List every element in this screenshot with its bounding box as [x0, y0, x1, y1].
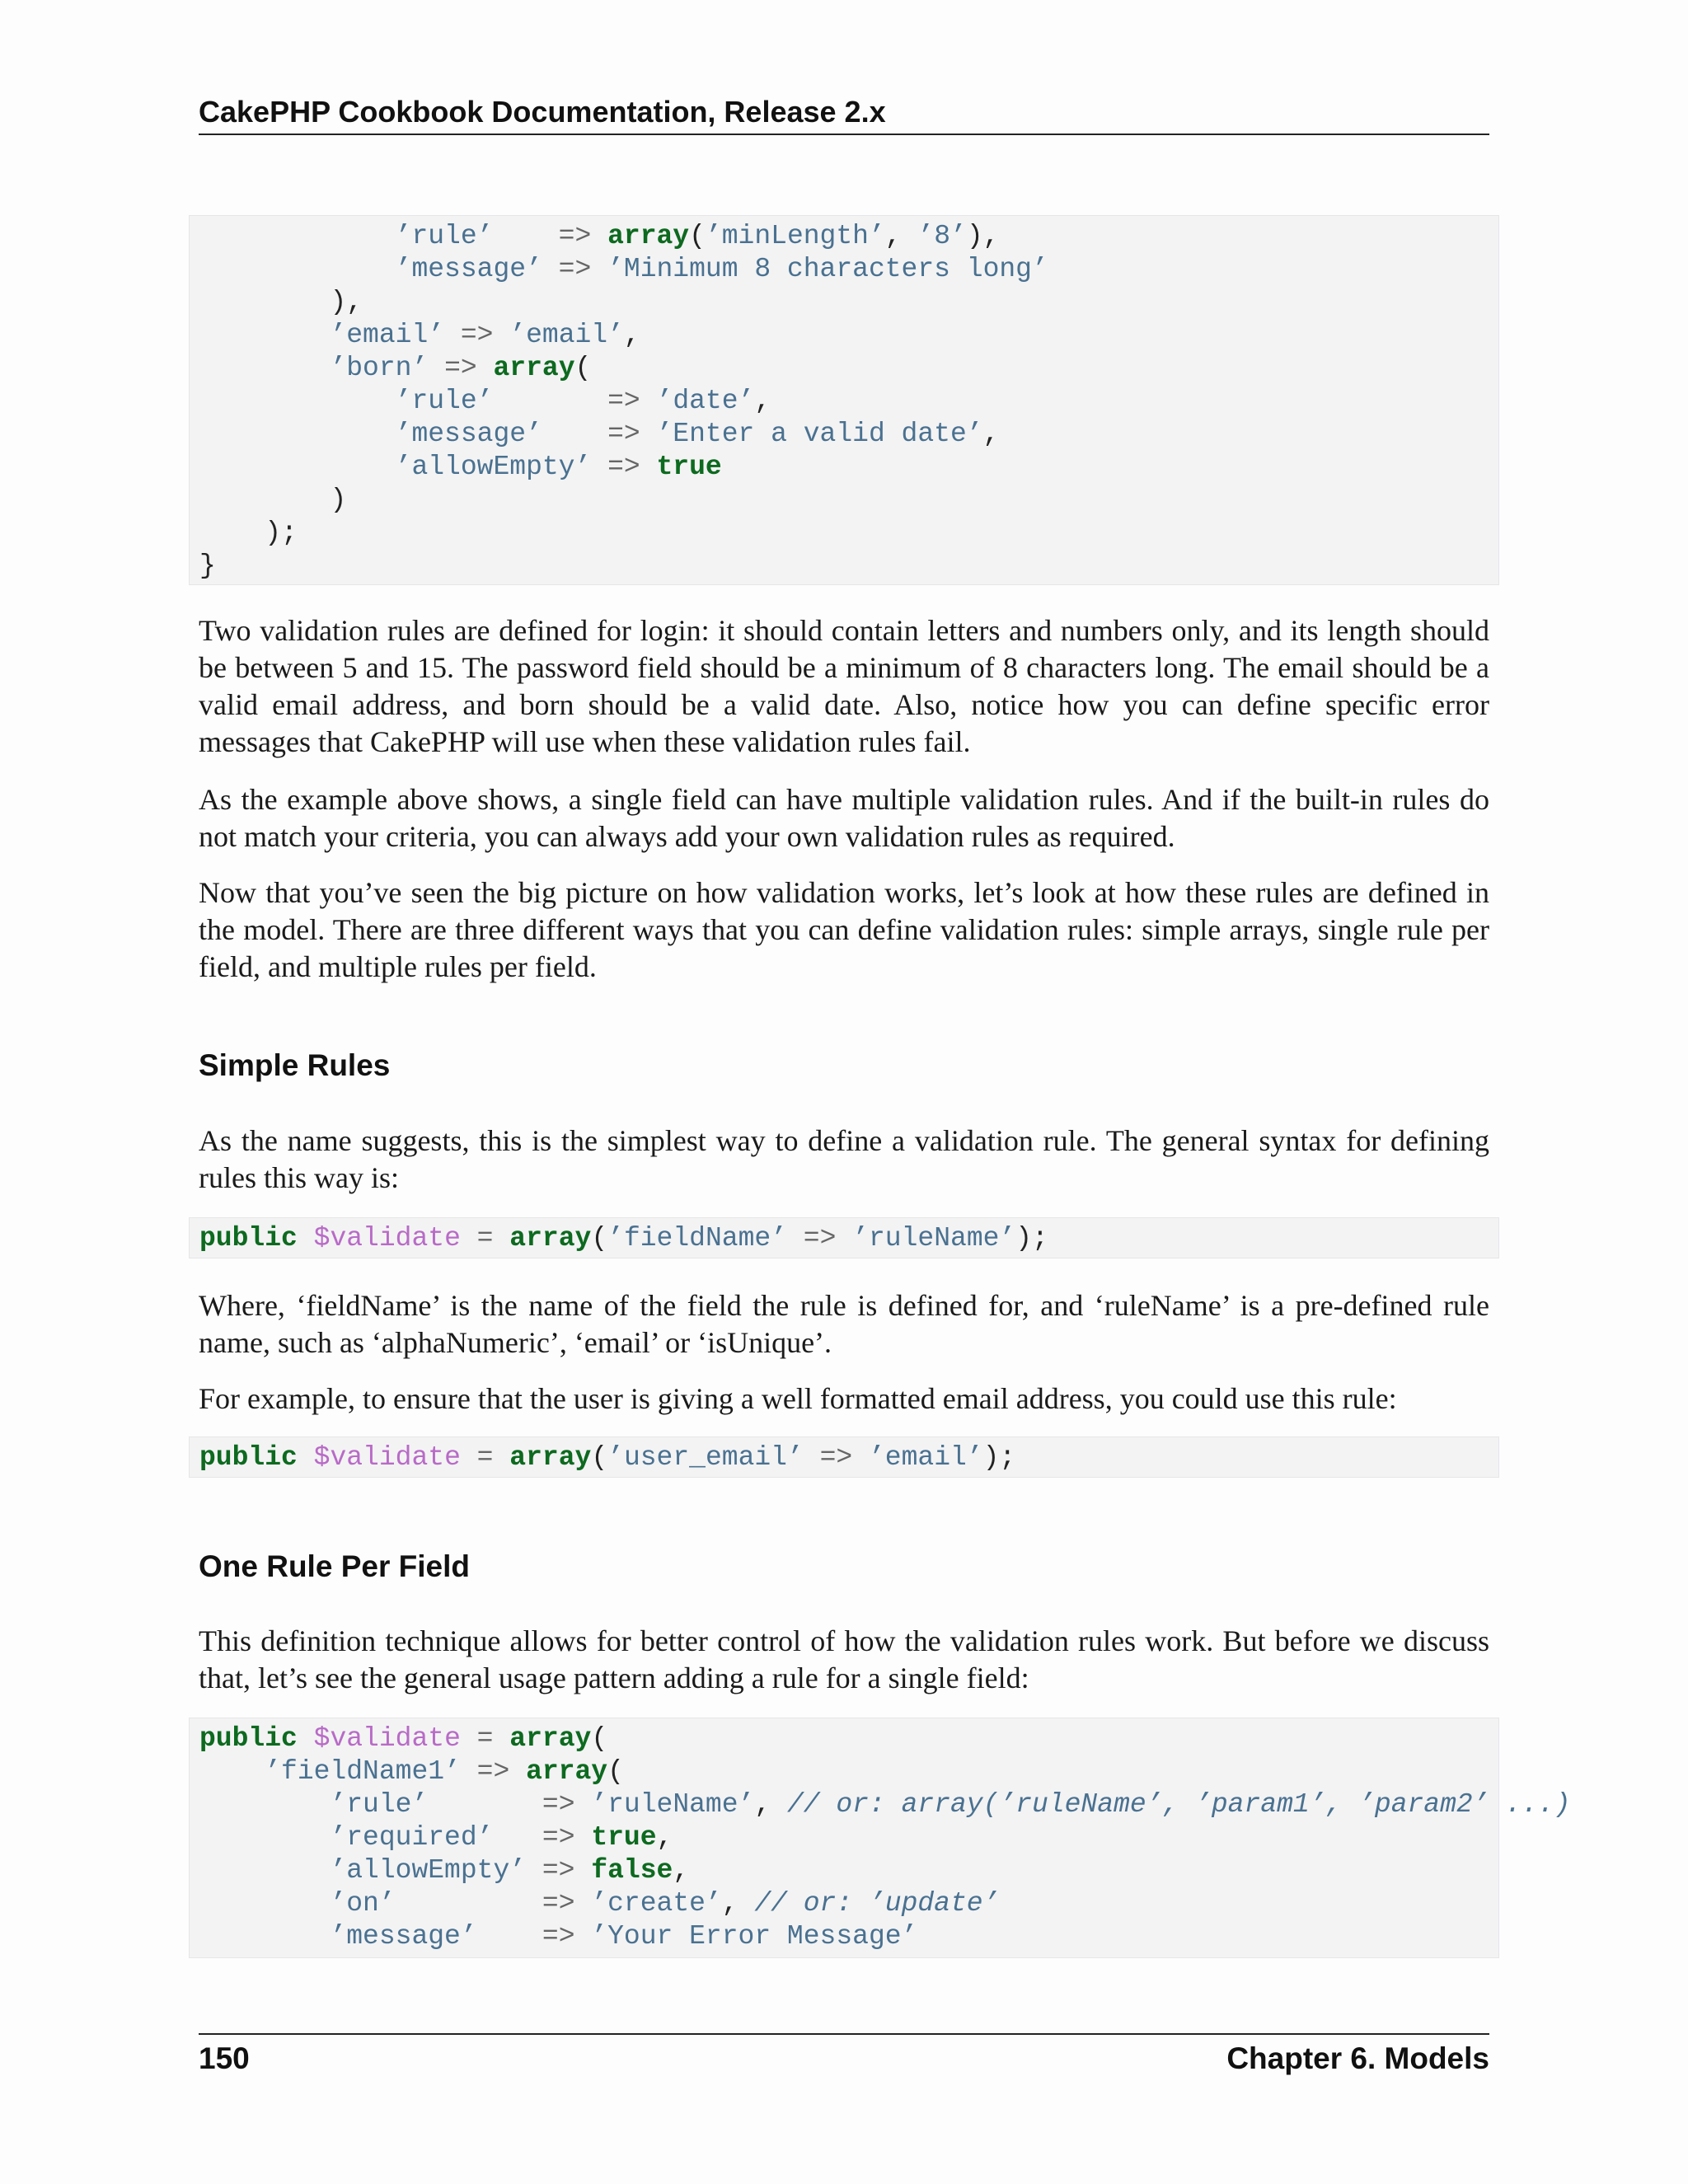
- code-token: array: [493, 353, 575, 383]
- paragraph-one-rule-intro: This definition technique allows for better control of how the validation rules work. But before we discuss that, let’s see the general usage pattern adding a rule for a single field:: [199, 1624, 1489, 1694]
- code-token: ’user_email’: [607, 1442, 804, 1473]
- code-line: [199, 1755, 1498, 1788]
- code-token: ,: [656, 1822, 673, 1853]
- code-token: array: [509, 1442, 592, 1473]
- code-token: =>: [786, 1223, 853, 1254]
- code-token: // or: ’update’: [754, 1888, 1000, 1919]
- code-token: [298, 1223, 314, 1254]
- code-token: array: [509, 1723, 592, 1754]
- code-token: =>: [444, 320, 510, 350]
- code-line: [199, 1722, 1498, 1755]
- code-line: [199, 550, 1498, 583]
- code-token: [199, 518, 265, 548]
- code-token: ,: [721, 1888, 755, 1919]
- code-token: ’8’: [917, 221, 967, 251]
- code-token: =: [460, 1442, 510, 1473]
- code-token: [298, 1723, 314, 1754]
- code-token: ’minLength’: [705, 221, 885, 251]
- code-token: ’rule’: [395, 221, 494, 251]
- code-token: ’date’: [656, 386, 755, 416]
- code-token: ’ruleName’: [591, 1789, 755, 1820]
- heading-simple-rules: Simple Rules: [199, 1048, 391, 1082]
- code-token: =>: [476, 1921, 592, 1952]
- code-line: [199, 1788, 1571, 1821]
- code-line: [199, 1920, 1498, 1953]
- paragraph-three-ways: Now that you’ve seen the big picture on how validation works, let’s look at how these rules are defined in the model. There are three different ways that you can define validation rules: simple arrays, single rule per field, and multiple rules per field.: [199, 876, 1489, 983]
- code-token: =: [460, 1723, 510, 1754]
- code-token: public: [199, 1723, 298, 1754]
- code-token: public: [199, 1442, 298, 1473]
- code-token: =>: [428, 1789, 592, 1820]
- code-token: true: [591, 1822, 657, 1853]
- code-block-simple-syntax: [189, 1217, 1499, 1258]
- code-token: ’rule’: [330, 1789, 429, 1820]
- code-token: =>: [591, 452, 657, 482]
- code-token: =>: [803, 1442, 869, 1473]
- code-token: [199, 1822, 330, 1853]
- code-token: [199, 1789, 330, 1820]
- code-token: $validate: [313, 1442, 461, 1473]
- header-rule: [199, 134, 1489, 135]
- code-line: [199, 418, 1498, 451]
- paragraph-fieldname-explained: Where, ‘fieldName’ is the name of the field the rule is defined for, and ‘ruleName’ is a pre-defined rule name, such as ‘alphaNumeric’, ‘email’ or ‘isUnique’.: [199, 1289, 1489, 1359]
- code-token: ’create’: [591, 1888, 722, 1919]
- code-token: );: [982, 1442, 1016, 1473]
- code-token: ,: [982, 419, 1000, 449]
- paragraph-multiple-rules: As the example above shows, a single field can have multiple validation rules. And if the built-in rules do not match your criteria, you can always add your own validation rules as required.: [199, 783, 1489, 853]
- code-token: [199, 1888, 330, 1919]
- code-token: (: [591, 1223, 608, 1254]
- code-line: [199, 220, 1498, 253]
- code-token: ’ruleName’: [852, 1223, 1016, 1254]
- code-token: =>: [395, 1888, 592, 1919]
- chapter-label: Chapter 6. Models: [1226, 2041, 1489, 2075]
- code-token: ,: [623, 320, 640, 350]
- heading-one-rule-per-field: One Rule Per Field: [199, 1549, 470, 1583]
- code-token: ),: [966, 221, 1000, 251]
- code-token: ’email’: [330, 320, 445, 350]
- code-token: [199, 221, 396, 251]
- code-token: ),: [330, 287, 363, 317]
- paragraph-validation-rules-explained: Two validation rules are defined for login: it should contain letters and numbers only, and its length should be between 5 and 15. The password field should be a minimum of 8 characters long. The email should be a valid email address, and born should be a valid date. Also, notice how you can define specific error messages that CakePHP will use when these validation rules fail.: [199, 614, 1489, 758]
- code-token: [199, 485, 330, 515]
- page-number: 150: [199, 2041, 250, 2075]
- code-token: }: [199, 551, 216, 581]
- code-token: ’email’: [509, 320, 624, 350]
- code-token: true: [656, 452, 722, 482]
- code-line: [199, 1887, 1498, 1920]
- code-token: [199, 320, 330, 350]
- code-token: ,: [884, 221, 918, 251]
- code-token: ’message’: [330, 1921, 477, 1952]
- code-token: public: [199, 1223, 298, 1254]
- code-token: ’message’: [395, 254, 542, 284]
- code-line: [199, 1854, 1498, 1887]
- code-token: // or: array(’ruleName’, ’param1’, ’param2’ ...): [786, 1789, 1571, 1820]
- code-token: ’Your Error Message’: [591, 1921, 918, 1952]
- code-block-validate-continued: [189, 215, 1499, 585]
- code-token: =>: [460, 1756, 527, 1787]
- code-token: =: [460, 1223, 510, 1254]
- code-token: ’fieldName’: [607, 1223, 787, 1254]
- code-line: [199, 517, 1498, 550]
- code-token: (: [689, 221, 706, 251]
- code-token: (: [591, 1442, 608, 1473]
- code-token: =>: [526, 1855, 592, 1886]
- code-token: [199, 386, 396, 416]
- code-token: $validate: [313, 1223, 461, 1254]
- code-token: =>: [542, 254, 608, 284]
- code-token: array: [607, 221, 690, 251]
- code-token: (: [607, 1756, 624, 1787]
- code-token: [199, 1921, 330, 1952]
- code-token: ’born’: [330, 353, 429, 383]
- paragraph-email-example: For example, to ensure that the user is giving a well formatted email address, you could use this rule:: [199, 1382, 1397, 1415]
- page-footer: [199, 2041, 1489, 2083]
- code-token: ’Enter a valid date’: [656, 419, 983, 449]
- code-token: array: [526, 1756, 608, 1787]
- code-token: =>: [428, 353, 494, 383]
- code-token: =>: [542, 419, 657, 449]
- code-line: [199, 1821, 1498, 1854]
- code-line: [199, 451, 1498, 484]
- code-token: =>: [493, 386, 657, 416]
- code-token: [199, 419, 396, 449]
- code-token: ’allowEmpty’: [330, 1855, 527, 1886]
- code-line: [199, 286, 1498, 319]
- code-line: [199, 1222, 1498, 1255]
- code-token: ,: [754, 1789, 787, 1820]
- code-token: ’Minimum 8 characters long’: [607, 254, 1048, 284]
- code-token: [199, 1756, 265, 1787]
- code-block-email-rule: [189, 1436, 1499, 1478]
- code-token: =>: [493, 1822, 592, 1853]
- code-line: [199, 352, 1498, 385]
- code-line: [199, 385, 1498, 418]
- code-token: =>: [493, 221, 608, 251]
- code-token: false: [591, 1855, 673, 1886]
- code-line: [199, 253, 1498, 286]
- code-line: [199, 319, 1498, 352]
- code-token: [199, 254, 396, 284]
- running-header: CakePHP Cookbook Documentation, Release 2.x: [199, 95, 886, 129]
- code-token: $validate: [313, 1723, 461, 1754]
- code-token: ’allowEmpty’: [395, 452, 592, 482]
- code-token: ,: [673, 1855, 690, 1886]
- code-token: [199, 287, 330, 317]
- code-token: [199, 452, 396, 482]
- code-token: ’rule’: [395, 386, 494, 416]
- code-line: [199, 484, 1498, 517]
- paragraph-simple-rules-intro: As the name suggests, this is the simplest way to define a validation rule. The general syntax for defining rules this way is:: [199, 1124, 1489, 1194]
- code-token: ’fieldName1’: [265, 1756, 461, 1787]
- code-token: [199, 353, 330, 383]
- code-token: ): [330, 485, 347, 515]
- code-token: );: [1015, 1223, 1048, 1254]
- code-block-single-field-pattern: [189, 1718, 1571, 1958]
- code-token: ’required’: [330, 1822, 494, 1853]
- code-token: (: [574, 353, 592, 383]
- code-token: ’message’: [395, 419, 542, 449]
- code-token: ’email’: [869, 1442, 983, 1473]
- code-token: [199, 1855, 330, 1886]
- code-token: array: [509, 1223, 592, 1254]
- footer-rule: [199, 2033, 1489, 2035]
- code-line: [199, 1441, 1498, 1474]
- code-token: [298, 1442, 314, 1473]
- code-token: );: [265, 518, 298, 548]
- code-token: ,: [754, 386, 771, 416]
- code-token: (: [591, 1723, 608, 1754]
- code-token: ’on’: [330, 1888, 396, 1919]
